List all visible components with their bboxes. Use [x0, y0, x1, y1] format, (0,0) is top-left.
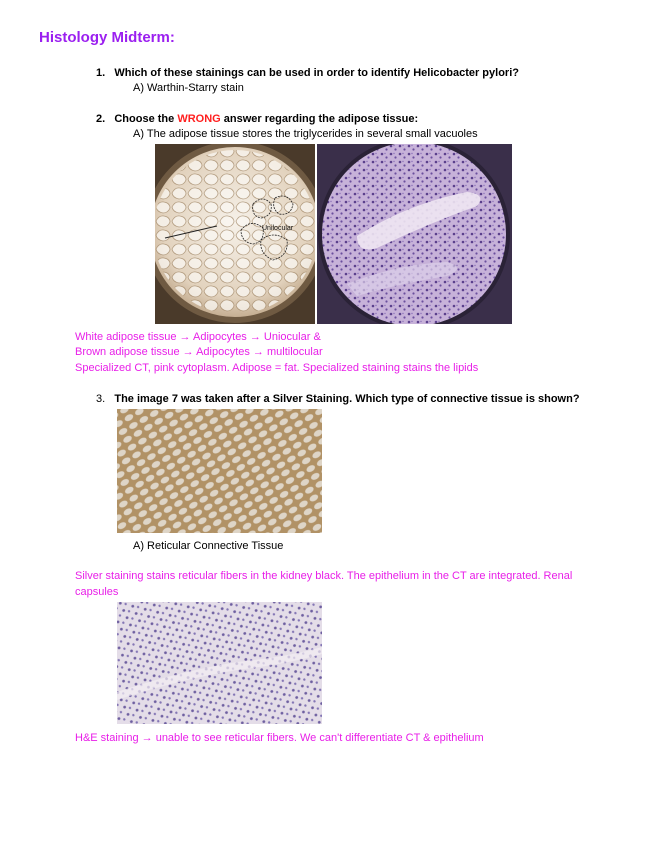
question-1	[96, 67, 519, 79]
stained-tissue-micrograph	[317, 144, 512, 324]
note-line: capsules	[75, 586, 119, 598]
note-line: Brown adipose tissue → Adipocytes → multilocular	[75, 346, 323, 358]
silver-stain-micrograph	[117, 409, 322, 533]
unilocular-label: Unilocular	[262, 225, 294, 232]
note-line: H&E staining → unable to see reticular fibers. We can't differentiate CT & epithelium	[75, 732, 484, 744]
answer-3: A) Reticular Connective Tissue	[133, 540, 284, 552]
question-number: 1.	[96, 67, 106, 79]
question-number: 2.	[96, 113, 106, 125]
wrong-highlight: WRONG	[177, 113, 221, 125]
question-text: The image 7 was taken after a Silver Staining. Which type of connective tissue is shown?	[114, 393, 580, 405]
document-title: Histology Midterm:	[39, 29, 175, 46]
question-number: 3.	[96, 393, 106, 405]
note-line: White adipose tissue → Adipocytes → Uniocular &	[75, 331, 321, 343]
question-text-start: Choose the	[114, 113, 178, 125]
adipose-micrograph	[155, 144, 315, 324]
question-3	[96, 393, 580, 405]
answer-1: A) Warthin-Starry stain	[133, 82, 244, 94]
answer-2: A) The adipose tissue stores the triglycerides in several small vacuoles	[133, 128, 478, 140]
question-text: Which of these stainings can be used in order to identify Helicobacter pylori?	[114, 67, 519, 79]
question-2	[96, 113, 418, 125]
he-stain-micrograph	[117, 602, 322, 724]
note-line: Specialized CT, pink cytoplasm. Adipose = fat. Specialized staining stains the lipids	[75, 362, 479, 374]
question-text-end: answer regarding the adipose tissue:	[220, 113, 419, 125]
note-line: Silver staining stains reticular fibers in the kidney black. The epithelium in the CT are integrated. Renal	[75, 570, 573, 582]
